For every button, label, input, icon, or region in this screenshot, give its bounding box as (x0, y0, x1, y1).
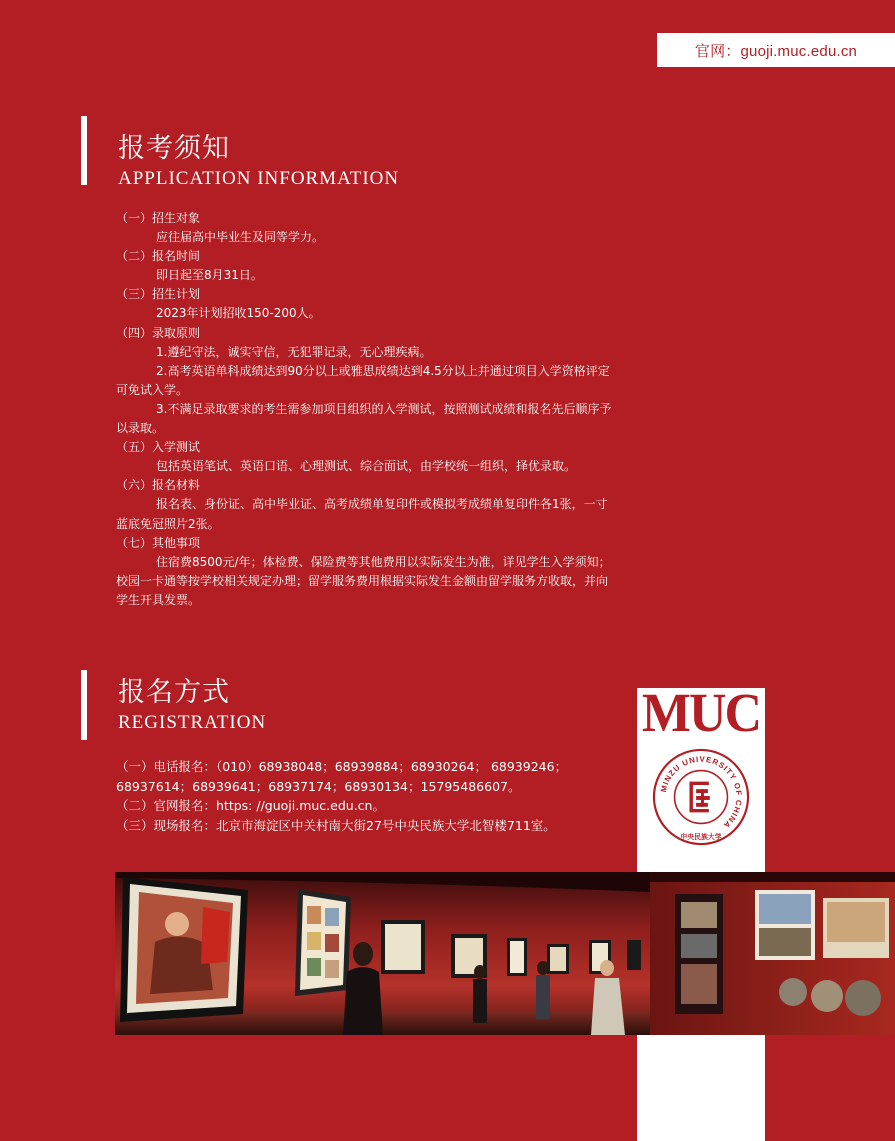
section-title-application: 报考须知 (118, 133, 230, 164)
muc-logo: MUC (641, 683, 761, 744)
item-text: 即日起至8月31日。 (156, 268, 263, 283)
section-title-registration: 报名方式 (118, 677, 230, 708)
university-seal-icon (652, 748, 750, 846)
registration-info (116, 757, 596, 835)
item-text: 报名表、身份证、高中毕业证、高考成绩单复印件或模拟考成绩单复印件各1张，一寸蓝底免冠照片2张。 (116, 497, 608, 531)
item-text: 3.不满足录取要求的考生需参加项目组织的入学测试，按照测试成绩和报名先后顺序予以录取。 (116, 401, 612, 436)
onsite-registration: （三）现场报名：北京市海淀区中关村南大街27号中央民族大学北智楼711室。 (116, 817, 556, 833)
website-registration[interactable]: （二）官网报名：https: //guoji.muc.edu.cn。 (116, 798, 385, 813)
section-subtitle-registration: REGISTRATION (118, 712, 267, 733)
section-subtitle-application: APPLICATION INFORMATION (118, 168, 400, 189)
item-text: 住宿费8500元/年；体检费、保险费等其他费用以实际发生为准，详见学生入学须知；校园一卡通等按学校相关规定办理；留学服务费用根据实际发生金额由留学服务方收取，并向学生开具发票。 (116, 554, 611, 607)
exhibition-gallery-photo (115, 872, 895, 1035)
section-accent-bar (81, 670, 87, 740)
seal-english-text: MINZU UNIVERSITY OF CHINA (658, 754, 744, 831)
website-badge[interactable]: 官网：guoji.muc.edu.cn (657, 33, 895, 67)
phone-registration: （一）电话报名：（010）68938048；68939884；68930264； 68939246；68937614；68939641；68937174；68930134；15795486607。 (116, 759, 568, 794)
item-text: 1.遵纪守法，诚实守信，无犯罪记录，无心理疾病。 (156, 344, 432, 359)
section-accent-bar (81, 116, 87, 185)
item-heading: （五）入学测试 (116, 440, 201, 455)
item-heading: （一）招生对象 (116, 211, 201, 225)
application-info (116, 209, 618, 610)
item-text: 2.高考英语单科成绩达到90分以上或雅思成绩达到4.5分以上并通过项目入学资格评定可免试入学。 (116, 363, 610, 397)
item-heading: （四）录取原则 (116, 325, 201, 340)
item-heading: （二）报名时间 (116, 249, 201, 264)
item-heading: （三）招生计划 (116, 287, 201, 302)
item-text: 包括英语笔试、英语口语、心理测试、综合面试，由学校统一组织，择优录取。 (156, 459, 577, 474)
item-heading: （六）报名材料 (116, 478, 201, 493)
item-heading: （七）其他事项 (116, 535, 201, 550)
seal-chinese-text: 中央民族大学 (680, 833, 722, 842)
item-text: 应往届高中毕业生及同等学力。 (156, 230, 325, 245)
item-text: 2023年计划招收150-200人。 (156, 306, 321, 321)
